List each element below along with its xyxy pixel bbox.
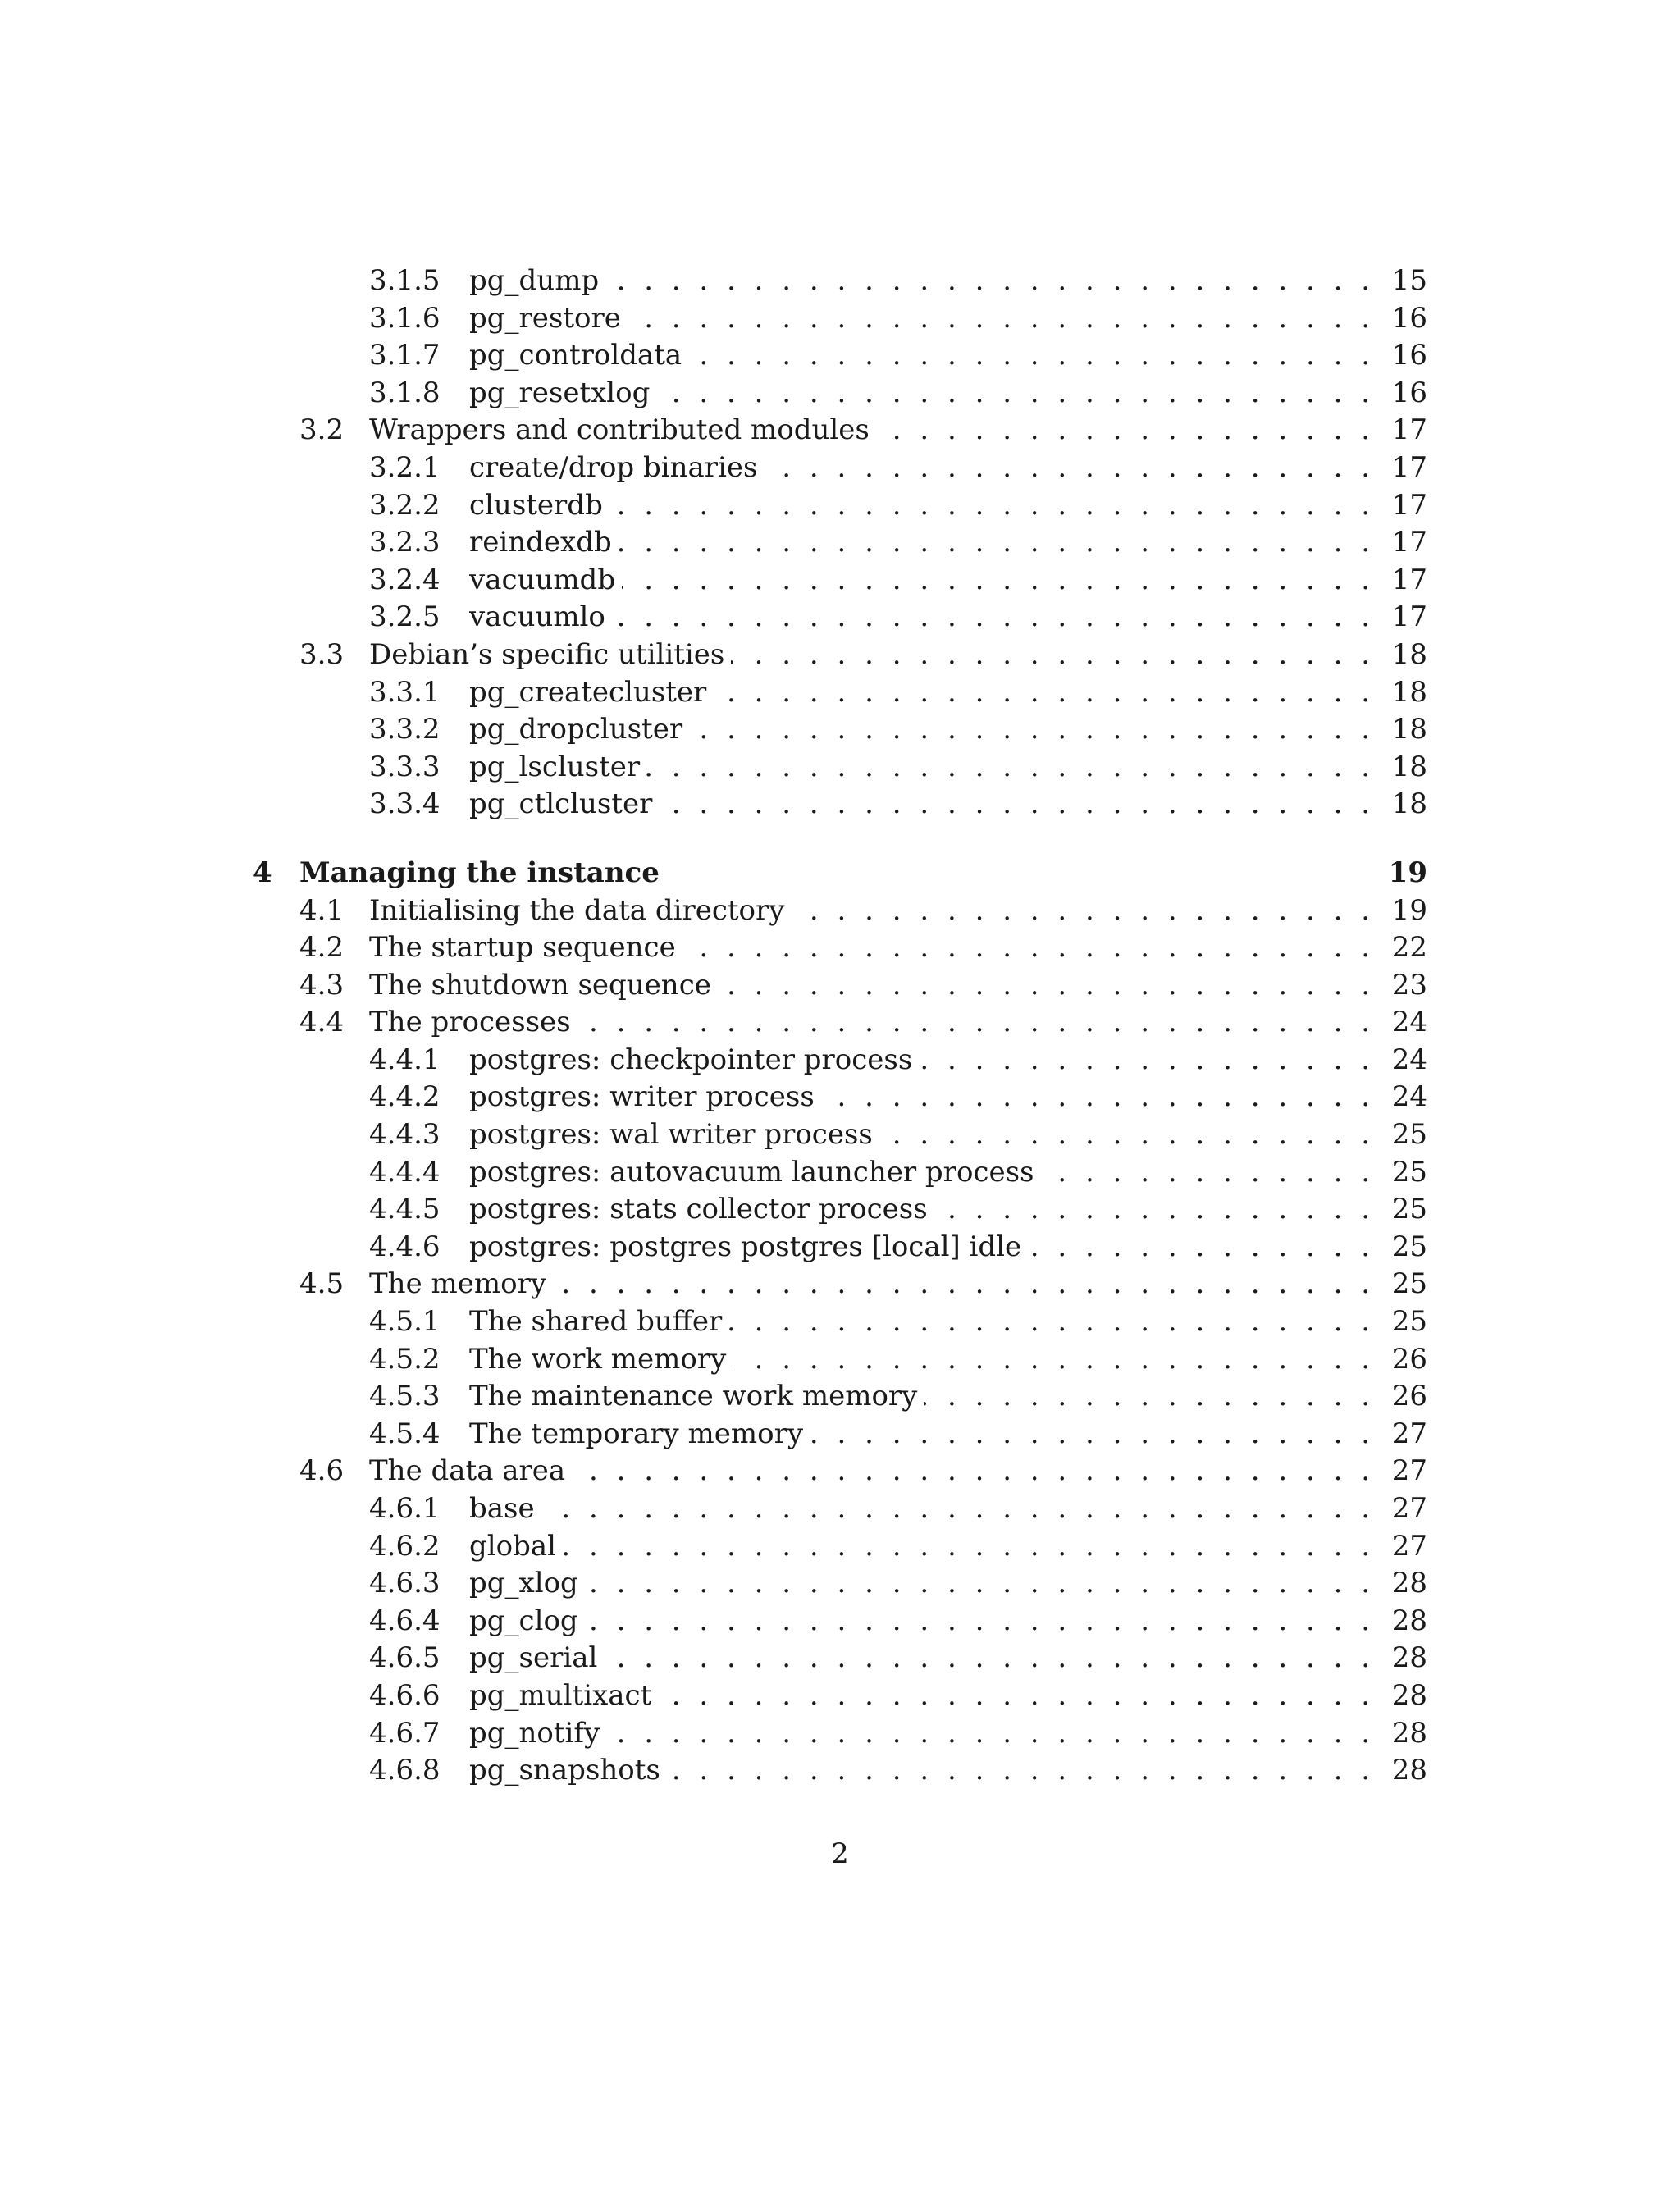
toc-entry-number: 4.4.1 <box>369 1043 441 1076</box>
toc-entry-page: 28 <box>1391 1567 1427 1600</box>
toc-entry[interactable] <box>246 412 1427 450</box>
toc-entry-title-text: pg_restore <box>469 302 628 335</box>
toc-entry[interactable] <box>246 1042 1427 1079</box>
toc-entry-number: 4.6.6 <box>369 1678 441 1712</box>
toc-entry-title-text: postgres: postgres postgres [local] idle <box>469 1230 1028 1263</box>
toc-entry-number: 4.5.4 <box>369 1417 441 1450</box>
toc-entry-number: 4.4.5 <box>369 1193 441 1226</box>
toc-entry[interactable] <box>246 1677 1427 1715</box>
toc-entry-number: 4.4 <box>299 1006 345 1039</box>
toc-entry-number: 3.2.4 <box>369 563 441 596</box>
toc-entry-page: 18 <box>1391 637 1427 671</box>
toc-entry-page: 17 <box>1391 563 1427 596</box>
toc-entry-title <box>469 1565 1375 1603</box>
toc-entry-page: 16 <box>1391 301 1427 335</box>
toc-entry-title-text: pg_multixact <box>469 1679 658 1712</box>
toc-entry-title-text: reindexdb <box>469 526 619 559</box>
toc-entry[interactable] <box>246 1229 1427 1266</box>
toc-entry-number: 4.5.2 <box>369 1342 441 1376</box>
toc-entry[interactable] <box>246 524 1427 562</box>
toc-entry-number: 4.6.7 <box>369 1716 441 1750</box>
toc-entry-title <box>469 1528 1375 1566</box>
toc-entry[interactable] <box>246 1603 1427 1641</box>
toc-entry-page: 25 <box>1391 1305 1427 1339</box>
toc-entry-title-text: The shared buffer <box>469 1305 728 1338</box>
toc-entry-page: 18 <box>1391 675 1427 709</box>
toc-entry[interactable] <box>246 1565 1427 1603</box>
toc-entry-page: 17 <box>1391 600 1427 634</box>
toc-entry-page: 18 <box>1391 787 1427 821</box>
toc-entry-title <box>469 1378 1375 1416</box>
toc-entry-title-text: pg_notify <box>469 1717 606 1750</box>
toc-entry-title <box>469 711 1375 749</box>
toc-entry-number: 3.3.2 <box>369 713 441 746</box>
toc-entry-page: 18 <box>1391 713 1427 746</box>
toc-entry[interactable] <box>246 375 1427 413</box>
toc-entry-page: 17 <box>1391 526 1427 559</box>
toc-entry[interactable] <box>246 1528 1427 1566</box>
toc-entry-title-text: pg_xlog <box>469 1567 585 1600</box>
toc-entry-page: 27 <box>1391 1492 1427 1525</box>
toc-entry-title <box>369 892 1375 930</box>
toc-entry-title-text: pg_ctlcluster <box>469 787 659 820</box>
toc-entry-title <box>469 1042 1375 1079</box>
toc-entry-number: 3.1.7 <box>369 339 441 372</box>
toc-entry-page: 28 <box>1391 1641 1427 1675</box>
toc-entry-number: 3.3.3 <box>369 750 441 783</box>
toc-entry-number: 3.2 <box>299 413 345 447</box>
toc-entry-page: 28 <box>1391 1678 1427 1712</box>
toc-entry-page: 27 <box>1391 1529 1427 1563</box>
toc-entry[interactable] <box>246 1303 1427 1341</box>
toc-entry-page: 28 <box>1391 1604 1427 1637</box>
toc-entry-title <box>469 1154 1375 1192</box>
toc-entry-number: 4.6.5 <box>369 1641 441 1675</box>
toc-entry[interactable] <box>246 855 1427 892</box>
toc-entry-title-text: The data area <box>369 1454 572 1487</box>
toc-entry[interactable] <box>246 1416 1427 1454</box>
toc-entry-number: 4.2 <box>299 931 345 965</box>
toc-entry-title-text: The maintenance work memory <box>469 1380 924 1412</box>
toc-entry-title <box>469 674 1375 712</box>
toc-entry-number: 3.3.4 <box>369 787 441 821</box>
toc-entry-number: 4.3 <box>299 968 345 1002</box>
toc-entry-page: 28 <box>1391 1754 1427 1787</box>
toc-entry-title-text: postgres: wal writer process <box>469 1118 879 1151</box>
toc-entry-title <box>469 749 1375 787</box>
toc-entry-number: 4.6.3 <box>369 1567 441 1600</box>
toc-entry-number: 3.2.2 <box>369 488 441 522</box>
toc-entry-number: 3.2.3 <box>369 526 441 559</box>
toc-entry-page: 16 <box>1391 339 1427 372</box>
toc-entry-title <box>469 1079 1375 1116</box>
toc-entry-page: 17 <box>1391 488 1427 522</box>
toc-entry[interactable] <box>246 450 1427 487</box>
toc-entry-title <box>469 786 1375 824</box>
toc-entry-title-text: pg_serial <box>469 1641 604 1674</box>
toc-entry[interactable] <box>246 1378 1427 1416</box>
toc-entry-title-text: pg_resetxlog <box>469 377 656 409</box>
toc-entry-page: 24 <box>1391 1043 1427 1076</box>
toc-entry-title-text: Managing the instance <box>299 856 666 889</box>
toc-entry[interactable] <box>246 1154 1427 1192</box>
toc-entry-page: 17 <box>1391 413 1427 447</box>
toc-entry-page: 26 <box>1391 1342 1427 1376</box>
toc-entry-number: 4.4.3 <box>369 1118 441 1152</box>
toc-entry-page: 15 <box>1391 264 1427 297</box>
toc-entry-page: 28 <box>1391 1716 1427 1750</box>
toc-entry-page: 25 <box>1391 1118 1427 1152</box>
toc-entry-title <box>469 1116 1375 1154</box>
toc-entry[interactable] <box>246 1640 1427 1677</box>
toc-entry-title <box>369 1453 1375 1490</box>
toc-entry-title <box>469 300 1375 338</box>
table-of-contents <box>246 262 1427 1790</box>
toc-entry-title-text: The memory <box>369 1267 553 1300</box>
toc-entry[interactable] <box>246 892 1427 930</box>
toc-entry-number: 3.1.5 <box>369 264 441 297</box>
toc-entry-page: 25 <box>1391 1155 1427 1189</box>
toc-entry-number: 4.1 <box>299 893 345 927</box>
toc-entry-title <box>369 1004 1375 1042</box>
toc-entry-title-text: clusterdb <box>469 489 609 522</box>
toc-entry-number: 4.6.2 <box>369 1529 441 1563</box>
toc-entry-title-text: The processes <box>369 1006 578 1038</box>
toc-entry-page: 25 <box>1391 1193 1427 1226</box>
toc-entry-title-text: The shutdown sequence <box>369 969 718 1002</box>
toc-entry-page: 27 <box>1391 1454 1427 1488</box>
toc-entry-page: 17 <box>1391 450 1427 484</box>
toc-entry-number: 3.3 <box>299 637 345 671</box>
toc-entry-title-text: pg_dump <box>469 264 605 297</box>
toc-entry-number: 4.6.8 <box>369 1754 441 1787</box>
toc-entry-title <box>469 1341 1375 1379</box>
toc-entry-title <box>469 337 1375 375</box>
toc-entry-title <box>469 1715 1375 1753</box>
toc-entry-number: 4.5.1 <box>369 1305 441 1339</box>
toc-entry-page: 25 <box>1391 1230 1427 1263</box>
toc-entry-page: 24 <box>1391 1006 1427 1039</box>
toc-entry-title-text: postgres: stats collector process <box>469 1193 934 1225</box>
toc-entry-number: 4.5.3 <box>369 1380 441 1413</box>
toc-entry[interactable] <box>246 637 1427 674</box>
toc-entry-title-text: The startup sequence <box>369 931 682 964</box>
toc-entry-title-text: create/drop binaries <box>469 451 765 484</box>
toc-entry-number: 4.5 <box>299 1267 345 1301</box>
toc-entry[interactable] <box>246 1116 1427 1154</box>
toc-entry[interactable] <box>246 1341 1427 1379</box>
toc-entry-title <box>469 1416 1375 1454</box>
toc-entry-title-text: pg_clog <box>469 1604 585 1637</box>
toc-entry-title-text: The temporary memory <box>469 1417 810 1450</box>
toc-entry[interactable] <box>246 487 1427 525</box>
toc-entry[interactable] <box>246 1453 1427 1490</box>
toc-entry[interactable] <box>246 749 1427 787</box>
toc-entry-title-text: pg_snapshots <box>469 1754 667 1787</box>
toc-entry[interactable] <box>246 1079 1427 1116</box>
toc-entry-number: 3.3.1 <box>369 675 441 709</box>
toc-entry-title-text: pg_controldata <box>469 339 688 372</box>
toc-entry-title-text: global <box>469 1530 563 1563</box>
toc-entry-title <box>469 1303 1375 1341</box>
toc-entry-title <box>469 1229 1375 1266</box>
toc-entry[interactable] <box>246 1752 1427 1790</box>
toc-entry[interactable] <box>246 262 1427 300</box>
toc-entry[interactable] <box>246 929 1427 967</box>
toc-entry-page: 26 <box>1391 1380 1427 1413</box>
toc-entry-title-text: postgres: checkpointer process <box>469 1043 919 1076</box>
toc-entry-title <box>469 1640 1375 1677</box>
toc-entry-page: 22 <box>1391 931 1427 965</box>
toc-entry-title <box>469 524 1375 562</box>
toc-entry-page: 19 <box>1391 893 1427 927</box>
toc-entry-title-text: The work memory <box>469 1343 733 1376</box>
toc-entry-title <box>469 450 1375 487</box>
toc-entry-title-text: pg_dropcluster <box>469 713 689 746</box>
toc-entry[interactable] <box>246 786 1427 824</box>
toc-entry-title <box>469 1677 1375 1715</box>
toc-entry-page: 24 <box>1391 1080 1427 1114</box>
toc-entry[interactable] <box>246 674 1427 712</box>
toc-entry-title <box>469 1603 1375 1641</box>
toc-entry[interactable] <box>246 711 1427 749</box>
toc-entry-number: 3.1.6 <box>369 301 441 335</box>
toc-entry-title-text: pg_createcluster <box>469 676 713 709</box>
toc-entry[interactable] <box>246 967 1427 1005</box>
toc-entry-number: 4 <box>253 856 272 889</box>
toc-entry[interactable] <box>246 1191 1427 1229</box>
toc-entry-title <box>469 262 1375 300</box>
toc-entry-title-text: base <box>469 1492 541 1525</box>
toc-entry-number: 4.6.4 <box>369 1604 441 1637</box>
toc-entry-page: 23 <box>1391 968 1427 1002</box>
toc-entry-title <box>469 599 1375 637</box>
toc-entry-title <box>299 855 1375 892</box>
toc-entry-title <box>369 1266 1375 1303</box>
toc-entry-number: 4.6.1 <box>369 1492 441 1525</box>
toc-entry-title-text: Debian’s specific utilities <box>369 638 731 671</box>
toc-entry-number: 4.4.4 <box>369 1155 441 1189</box>
toc-entry[interactable] <box>246 599 1427 637</box>
toc-entry-number: 3.2.1 <box>369 450 441 484</box>
toc-entry-number: 4.4.6 <box>369 1230 441 1263</box>
toc-entry-title-text: postgres: writer process <box>469 1080 821 1113</box>
toc-entry-number: 3.1.8 <box>369 376 441 409</box>
toc-entry-title-text: pg_lscluster <box>469 751 646 783</box>
toc-entry-title <box>369 967 1375 1005</box>
toc-entry-page: 27 <box>1391 1417 1427 1450</box>
toc-entry-title-text: vacuumlo <box>469 600 612 633</box>
toc-entry-title-text: Initialising the data directory <box>369 894 791 927</box>
toc-entry-page: 16 <box>1391 376 1427 409</box>
toc-entry-number: 4.4.2 <box>369 1080 441 1114</box>
toc-entry[interactable] <box>246 1266 1427 1303</box>
toc-entry[interactable] <box>246 337 1427 375</box>
toc-entry[interactable] <box>246 1715 1427 1753</box>
toc-entry-page: 25 <box>1391 1267 1427 1301</box>
toc-entry-title <box>469 487 1375 525</box>
toc-entry-title <box>469 1191 1375 1229</box>
toc-entry-title <box>369 412 1375 450</box>
toc-entry-title-text: Wrappers and contributed modules <box>369 413 876 446</box>
toc-entry-title <box>469 562 1375 600</box>
page-number: 2 <box>831 1837 849 1870</box>
toc-entry[interactable] <box>246 562 1427 600</box>
toc-entry-number: 3.2.5 <box>369 600 441 634</box>
toc-entry[interactable] <box>246 1490 1427 1528</box>
toc-entry-title <box>369 929 1375 967</box>
toc-entry-page: 19 <box>1388 856 1427 889</box>
toc-entry-title <box>469 1752 1375 1790</box>
toc-entry-title <box>469 375 1375 413</box>
toc-entry[interactable] <box>246 1004 1427 1042</box>
toc-entry-number: 4.6 <box>299 1454 345 1488</box>
toc-entry-title <box>469 1490 1375 1528</box>
toc-entry-title-text: postgres: autovacuum launcher process <box>469 1156 1040 1189</box>
toc-entry-page: 18 <box>1391 750 1427 783</box>
toc-entry-title <box>369 637 1375 674</box>
toc-entry[interactable] <box>246 300 1427 338</box>
toc-entry-title-text: vacuumdb <box>469 564 622 596</box>
